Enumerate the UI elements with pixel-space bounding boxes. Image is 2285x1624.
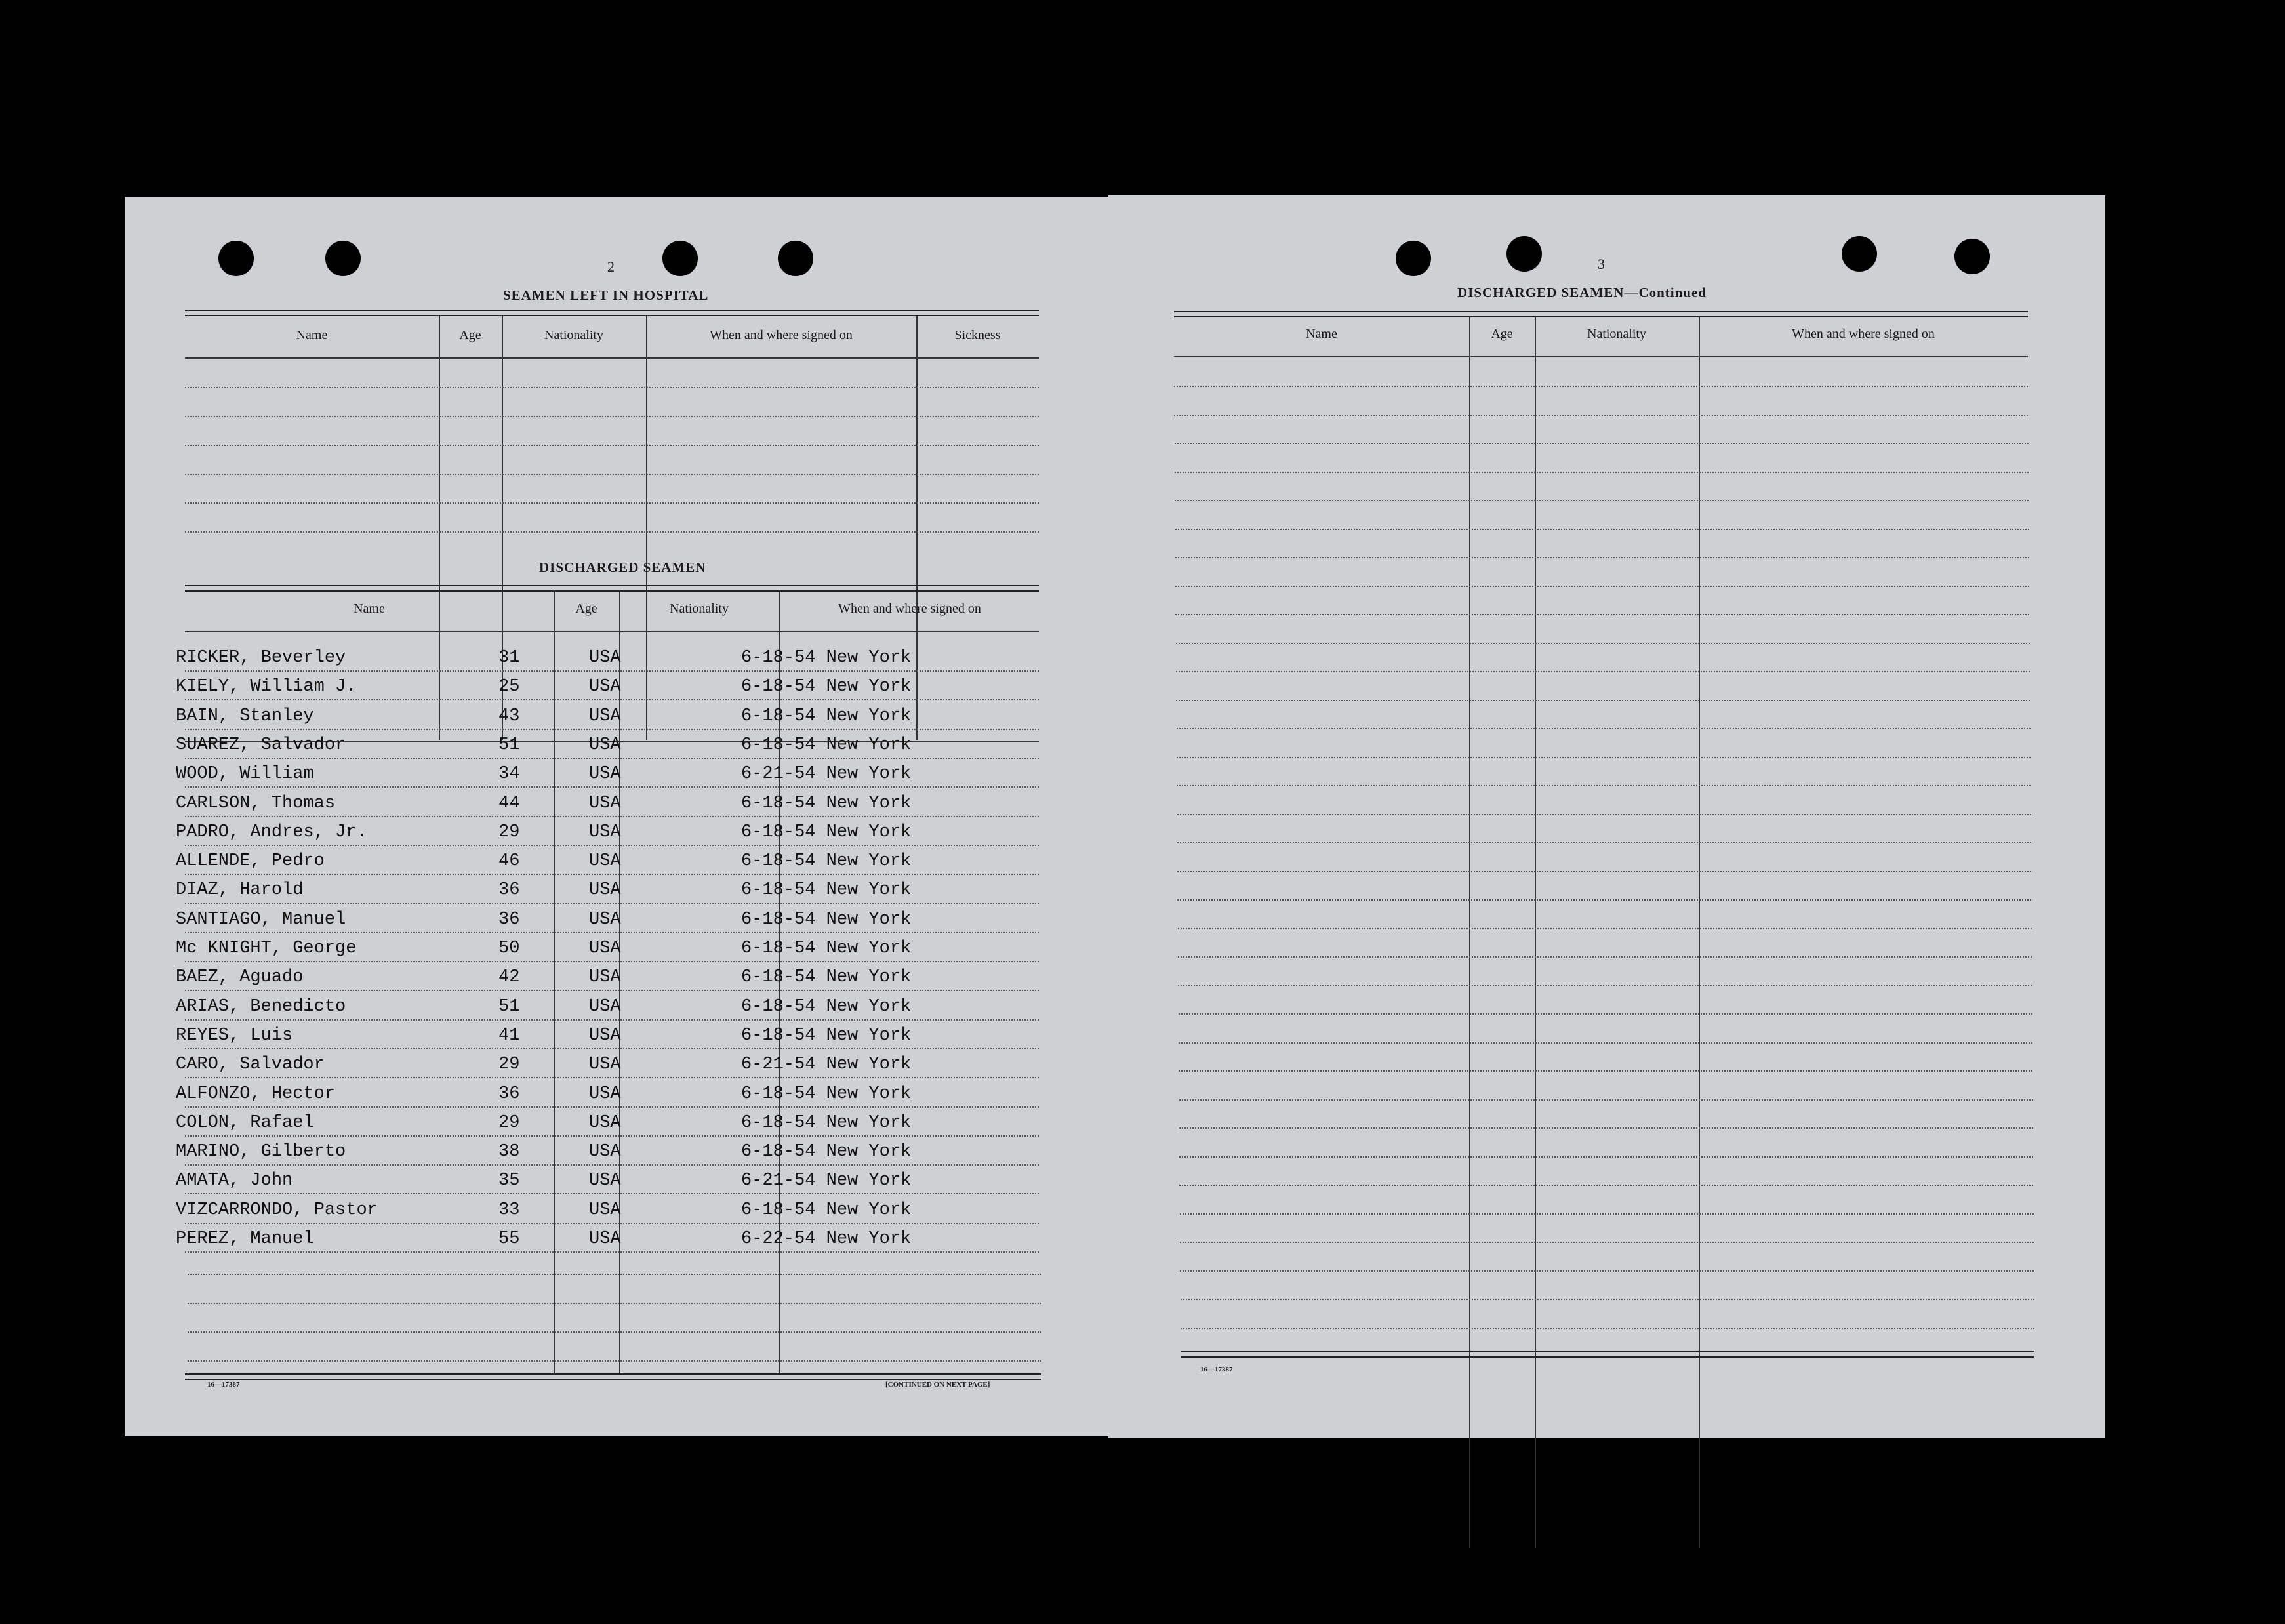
cell-name: SANTIAGO, Manuel: [176, 910, 346, 929]
row-line: [1180, 1270, 2034, 1272]
punch-hole: [325, 241, 361, 276]
cell-nationality: USA: [589, 822, 621, 842]
column-header-age: Age: [459, 328, 481, 342]
row-line: [1179, 1156, 2033, 1158]
cell-name: ALFONZO, Hector: [176, 1084, 336, 1104]
row-line: [185, 1048, 1039, 1049]
column-header-nationality: Nationality: [1587, 327, 1646, 341]
row-line: [185, 874, 1039, 875]
cell-age: 42: [498, 967, 520, 987]
cell-name: REYES, Luis: [176, 1026, 293, 1045]
punch-hole: [1842, 236, 1877, 272]
cell-age: 51: [498, 997, 520, 1017]
discharged-top-rule: [185, 585, 1039, 592]
cell-nationality: USA: [589, 967, 621, 987]
row-line: [185, 531, 1039, 533]
cell-name: MARINO, Gilberto: [176, 1142, 346, 1162]
cell-age: 46: [498, 851, 520, 871]
column-divider: [1535, 317, 1536, 1548]
cell-name: Mc KNIGHT, George: [176, 939, 357, 958]
row-line: [185, 699, 1039, 700]
cell-nationality: USA: [589, 764, 621, 784]
cell-name: AMATA, John: [176, 1171, 293, 1190]
discharged-bottom-rule: [185, 1373, 1041, 1380]
punch-hole: [1396, 241, 1431, 276]
column-header-nationality: Nationality: [544, 328, 603, 342]
row-line: [1175, 586, 2029, 587]
row-line: [1178, 985, 2032, 986]
cell-signed-on: 6-18-54 New York: [741, 1026, 912, 1045]
cell-age: 29: [498, 1055, 520, 1074]
cell-signed-on: 6-18-54 New York: [741, 1084, 912, 1104]
cell-signed-on: 6-18-54 New York: [741, 677, 912, 697]
cell-nationality: USA: [589, 706, 621, 726]
cell-signed-on: 6-18-54 New York: [741, 910, 912, 929]
cell-age: 29: [498, 1113, 520, 1133]
row-line: [1181, 1328, 2034, 1329]
cell-signed-on: 6-21-54 New York: [741, 764, 912, 784]
row-line: [1175, 557, 2029, 558]
cell-nationality: USA: [589, 1026, 621, 1045]
cell-name: RICKER, Beverley: [176, 648, 346, 668]
row-line: [185, 1193, 1039, 1194]
column-header-age: Age: [1491, 327, 1513, 341]
row-line: [188, 1331, 1041, 1333]
row-line: [185, 729, 1039, 730]
cell-signed-on: 6-18-54 New York: [741, 939, 912, 958]
cell-nationality: USA: [589, 880, 621, 900]
row-line: [1179, 1042, 2032, 1044]
cell-age: 55: [498, 1229, 520, 1249]
cell-name: COLON, Rafael: [176, 1113, 314, 1133]
row-line: [1174, 386, 2028, 387]
row-line: [185, 990, 1039, 991]
cell-nationality: USA: [589, 648, 621, 668]
left-page: [125, 197, 1115, 1436]
cell-signed-on: 6-18-54 New York: [741, 851, 912, 871]
row-line: [185, 416, 1039, 417]
row-line: [185, 1251, 1039, 1253]
cell-signed-on: 6-18-54 New York: [741, 648, 912, 668]
row-line: [1179, 1099, 2033, 1101]
cell-name: CARLSON, Thomas: [176, 794, 336, 813]
cell-age: 33: [498, 1200, 520, 1220]
cell-name: ARIAS, Benedicto: [176, 997, 346, 1017]
cell-name: CARO, Salvador: [176, 1055, 325, 1074]
row-line: [1178, 928, 2032, 929]
row-line: [1175, 443, 2029, 444]
row-line: [1176, 700, 2030, 701]
form-number: 16—17387: [207, 1381, 240, 1389]
cell-nationality: USA: [589, 939, 621, 958]
row-line: [185, 474, 1039, 475]
column-divider: [646, 316, 647, 740]
page-number: 3: [1598, 256, 1605, 272]
cell-age: 36: [498, 1084, 520, 1104]
row-line: [185, 961, 1039, 962]
cell-name: DIAZ, Harold: [176, 880, 304, 900]
cell-age: 50: [498, 939, 520, 958]
cell-signed-on: 6-18-54 New York: [741, 1142, 912, 1162]
row-line: [1179, 1070, 2032, 1072]
row-line: [1177, 842, 2031, 843]
row-line: [1179, 1185, 2033, 1186]
cell-signed-on: 6-18-54 New York: [741, 1113, 912, 1133]
cell-signed-on: 6-18-54 New York: [741, 967, 912, 987]
row-line: [185, 1223, 1039, 1224]
hospital-top-rule: [185, 310, 1039, 316]
column-divider: [554, 592, 555, 1375]
row-line: [188, 1274, 1041, 1275]
column-divider: [1469, 317, 1470, 1548]
column-header-signed-on: When and where signed on: [1792, 327, 1935, 341]
cell-nationality: USA: [589, 735, 621, 755]
discharged-header-rule: [185, 631, 1039, 632]
row-line: [185, 758, 1039, 759]
row-line: [1175, 472, 2029, 473]
row-line: [1179, 1013, 2032, 1015]
continued-top-rule: [1174, 311, 2028, 317]
discharged-section-title: DISCHARGED SEAMEN: [539, 559, 706, 575]
row-line: [185, 903, 1039, 904]
punch-hole: [1506, 236, 1542, 272]
punch-hole: [778, 241, 813, 276]
punch-hole: [662, 241, 698, 276]
row-line: [1175, 614, 2029, 615]
row-line: [185, 502, 1039, 504]
cell-signed-on: 6-22-54 New York: [741, 1229, 912, 1249]
hospital-section-title: SEAMEN LEFT IN HOSPITAL: [503, 287, 709, 303]
row-line: [185, 1077, 1039, 1078]
row-line: [185, 932, 1039, 933]
column-header-nationality: Nationality: [670, 601, 729, 616]
row-line: [185, 1106, 1039, 1108]
row-line: [1180, 1213, 2034, 1215]
row-line: [1181, 1299, 2034, 1300]
row-line: [1179, 1127, 2033, 1129]
cell-nationality: USA: [589, 794, 621, 813]
row-line: [185, 1019, 1039, 1021]
row-line: [185, 387, 1039, 388]
cell-name: BAIN, Stanley: [176, 706, 314, 726]
cell-age: 35: [498, 1171, 520, 1190]
cell-age: 41: [498, 1026, 520, 1045]
cell-age: 25: [498, 677, 520, 697]
row-line: [188, 1303, 1041, 1304]
column-header-signed-on: When and where signed on: [838, 601, 981, 616]
column-header-name: Name: [296, 328, 328, 342]
row-line: [1174, 415, 2028, 416]
cell-nationality: USA: [589, 1084, 621, 1104]
cell-name: WOOD, William: [176, 764, 314, 784]
column-header-age: Age: [575, 601, 597, 616]
continued-header-rule: [1174, 356, 2028, 357]
cell-nationality: USA: [589, 851, 621, 871]
continued-section-title: DISCHARGED SEAMEN—Continued: [1457, 285, 1707, 300]
column-header-signed-on: When and where signed on: [710, 328, 853, 342]
cell-name: PADRO, Andres, Jr.: [176, 822, 367, 842]
cell-signed-on: 6-18-54 New York: [741, 1200, 912, 1220]
cell-nationality: USA: [589, 910, 621, 929]
row-line: [185, 845, 1039, 846]
cell-age: 38: [498, 1142, 520, 1162]
cell-signed-on: 6-18-54 New York: [741, 880, 912, 900]
cell-nationality: USA: [589, 1229, 621, 1249]
cell-name: VIZCARRONDO, Pastor: [176, 1200, 378, 1220]
row-line: [1177, 899, 2031, 901]
cell-name: ALLENDE, Pedro: [176, 851, 325, 871]
row-line: [185, 670, 1039, 672]
cell-name: SUAREZ, Salvador: [176, 735, 346, 755]
row-line: [185, 816, 1039, 817]
page-number: 2: [607, 258, 615, 275]
right-page: [1108, 195, 2105, 1438]
continued-bottom-rule: [1181, 1351, 2034, 1358]
cell-nationality: USA: [589, 1200, 621, 1220]
row-line: [1177, 728, 2031, 729]
cell-age: 43: [498, 706, 520, 726]
row-line: [185, 1135, 1039, 1137]
row-line: [1177, 814, 2031, 815]
punch-hole: [1954, 239, 1990, 274]
cell-nationality: USA: [589, 1113, 621, 1133]
cell-age: 31: [498, 648, 520, 668]
row-line: [1177, 785, 2031, 786]
row-line: [1175, 500, 2029, 501]
row-line: [185, 445, 1039, 446]
cell-age: 36: [498, 910, 520, 929]
cell-nationality: USA: [589, 997, 621, 1017]
cell-nationality: USA: [589, 1055, 621, 1074]
column-header-name: Name: [354, 601, 385, 616]
row-line: [1178, 956, 2032, 958]
row-line: [188, 1360, 1041, 1362]
cell-signed-on: 6-18-54 New York: [741, 794, 912, 813]
cell-nationality: USA: [589, 1142, 621, 1162]
cell-signed-on: 6-18-54 New York: [741, 822, 912, 842]
continued-note: [CONTINUED ON NEXT PAGE]: [885, 1381, 990, 1389]
cell-name: PEREZ, Manuel: [176, 1229, 314, 1249]
row-line: [1176, 643, 2030, 644]
cell-age: 44: [498, 794, 520, 813]
cell-nationality: USA: [589, 1171, 621, 1190]
column-header-sickness: Sickness: [954, 328, 1001, 342]
cell-signed-on: 6-21-54 New York: [741, 1171, 912, 1190]
cell-name: BAEZ, Aguado: [176, 967, 304, 987]
column-divider: [439, 316, 440, 740]
cell-age: 34: [498, 764, 520, 784]
row-line: [185, 1164, 1039, 1166]
cell-age: 29: [498, 822, 520, 842]
cell-name: KIELY, William J.: [176, 677, 357, 697]
cell-signed-on: 6-18-54 New York: [741, 997, 912, 1017]
column-divider: [916, 316, 918, 740]
cell-signed-on: 6-18-54 New York: [741, 706, 912, 726]
hospital-header-rule: [185, 357, 1039, 359]
cell-signed-on: 6-18-54 New York: [741, 735, 912, 755]
cell-signed-on: 6-21-54 New York: [741, 1055, 912, 1074]
punch-hole: [218, 241, 254, 276]
row-line: [1176, 671, 2030, 672]
cell-age: 51: [498, 735, 520, 755]
column-header-name: Name: [1306, 327, 1337, 341]
cell-age: 36: [498, 880, 520, 900]
row-line: [1177, 757, 2031, 758]
row-line: [1175, 529, 2029, 530]
row-line: [185, 786, 1039, 788]
row-line: [1177, 871, 2031, 872]
column-divider: [1699, 317, 1700, 1548]
cell-nationality: USA: [589, 677, 621, 697]
row-line: [1180, 1242, 2034, 1243]
form-number: 16—17387: [1200, 1366, 1233, 1373]
